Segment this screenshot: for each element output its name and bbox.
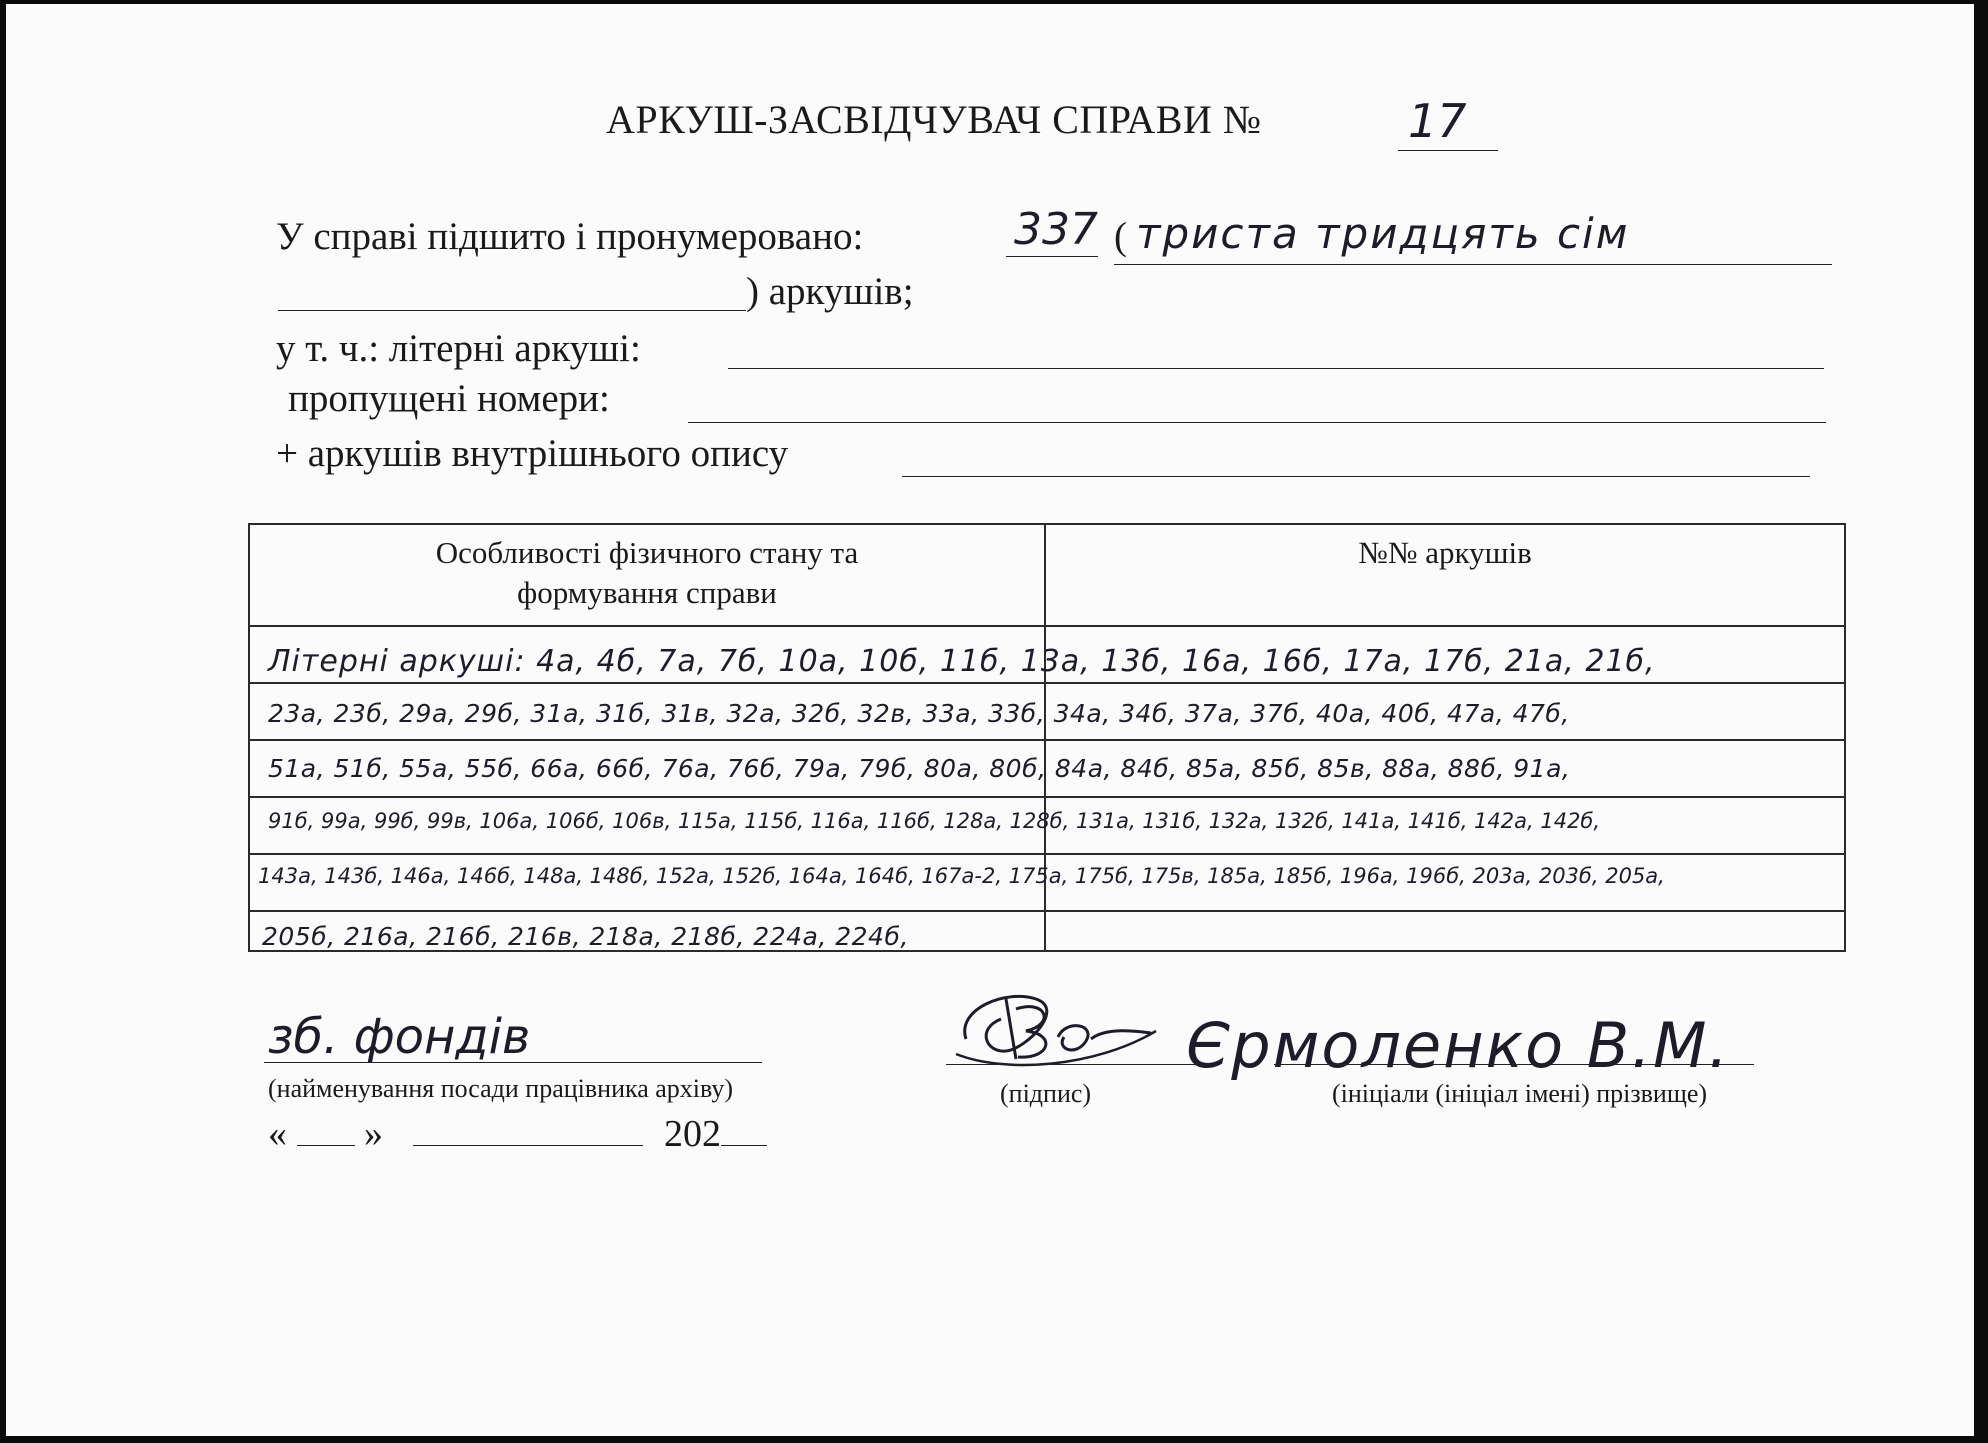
- sheets-words-underline-2: [278, 310, 746, 311]
- missing-numbers-underline: [688, 422, 1826, 423]
- day-blank: [297, 1115, 355, 1146]
- sheets-count-underline: [1006, 256, 1098, 257]
- handwritten-row-2: 23а, 23б, 29а, 29б, 31а, 31б, 31в, 32а, 32б, 32в, 33а, 33б, 34а, 34б, 37а, 37б, 40а, 40б, 47а, 47б,: [268, 699, 1570, 728]
- signature-underline: [946, 1064, 1206, 1065]
- position-handwritten: зб. фондів: [268, 1009, 531, 1065]
- year-blank: [721, 1115, 767, 1146]
- internal-inventory-underline: [902, 476, 1810, 477]
- internal-inventory-label: + аркушів внутрішнього опису: [276, 432, 789, 475]
- position-underline: [264, 1062, 762, 1063]
- position-caption: (найменування посади працівника архіву): [268, 1074, 734, 1103]
- col-header-features-line1: Особливості фізичного стану та: [435, 535, 859, 570]
- document-title: [606, 96, 1262, 143]
- letter-sheets-label: у т. ч.: літерні аркуші:: [276, 327, 641, 370]
- year-prefix: 202: [664, 1113, 721, 1155]
- date-close-quote: »: [364, 1113, 383, 1155]
- name-handwritten: Єрмоленко В.М.: [1186, 1009, 1731, 1082]
- title-text: АРКУШ-ЗАСВІДЧУВАЧ СПРАВИ №: [606, 97, 1262, 142]
- handwritten-row-5: 143а, 143б, 146а, 146б, 148а, 148б, 152а, 152б, 164а, 164б, 167а-2, 175а, 175б, 175в, 185а, 185б, 196а, 196б, 203а, 203б, 205а,: [258, 864, 1665, 888]
- case-number: 17: [1408, 94, 1467, 148]
- handwritten-row-1: Літерні аркуші: 4а, 4б, 7а, 7б, 10а, 10б, 11б, 13а, 13б, 16а, 16б, 17а, 17б, 21а, 21б,: [268, 644, 1656, 679]
- handwritten-row-6: 205б, 216а, 216б, 216в, 218а, 218б, 224а, 224б,: [262, 922, 909, 951]
- sheets-count-words: тристa тридцять сім: [1136, 209, 1630, 258]
- sheets-words-open: (: [1114, 215, 1127, 258]
- col-header-features: [249, 524, 1045, 626]
- document-sheet: [6, 4, 1974, 1436]
- letter-sheets-underline: [728, 368, 1824, 369]
- handwritten-row-3: 51а, 51б, 55а, 55б, 66а, 66б, 76а, 76б, 79а, 79б, 80а, 80б, 84а, 84б, 85а, 85б, 85в, 88а, 88б, 91а,: [268, 754, 1571, 783]
- sheets-words-underline: [1114, 264, 1832, 265]
- col-header-sheet-numbers: №№ аркушів: [1045, 524, 1845, 626]
- date-line: [268, 1112, 767, 1156]
- missing-numbers-label: пропущені номери:: [288, 377, 610, 420]
- date-open-quote: «: [268, 1113, 287, 1155]
- sheets-suffix: ) аркушів;: [746, 270, 914, 313]
- col-header-features-line2: формування справи: [517, 575, 777, 610]
- signature-caption: (підпис): [1000, 1079, 1092, 1108]
- sheets-label: У справі підшито і пронумеровано:: [276, 215, 864, 258]
- name-underline: [1274, 1064, 1754, 1065]
- name-caption: (ініціали (ініціал імені) прізвище): [1332, 1079, 1708, 1108]
- sheets-count: 337: [1014, 204, 1098, 255]
- handwritten-row-4: 91б, 99а, 99б, 99в, 106а, 106б, 106в, 115а, 115б, 116а, 116б, 128а, 128б, 131а, 131б, 132а, 132б, 141а, 141б, 142а, 142б,: [268, 809, 1601, 833]
- case-number-underline: [1398, 150, 1498, 151]
- month-blank: [413, 1115, 643, 1146]
